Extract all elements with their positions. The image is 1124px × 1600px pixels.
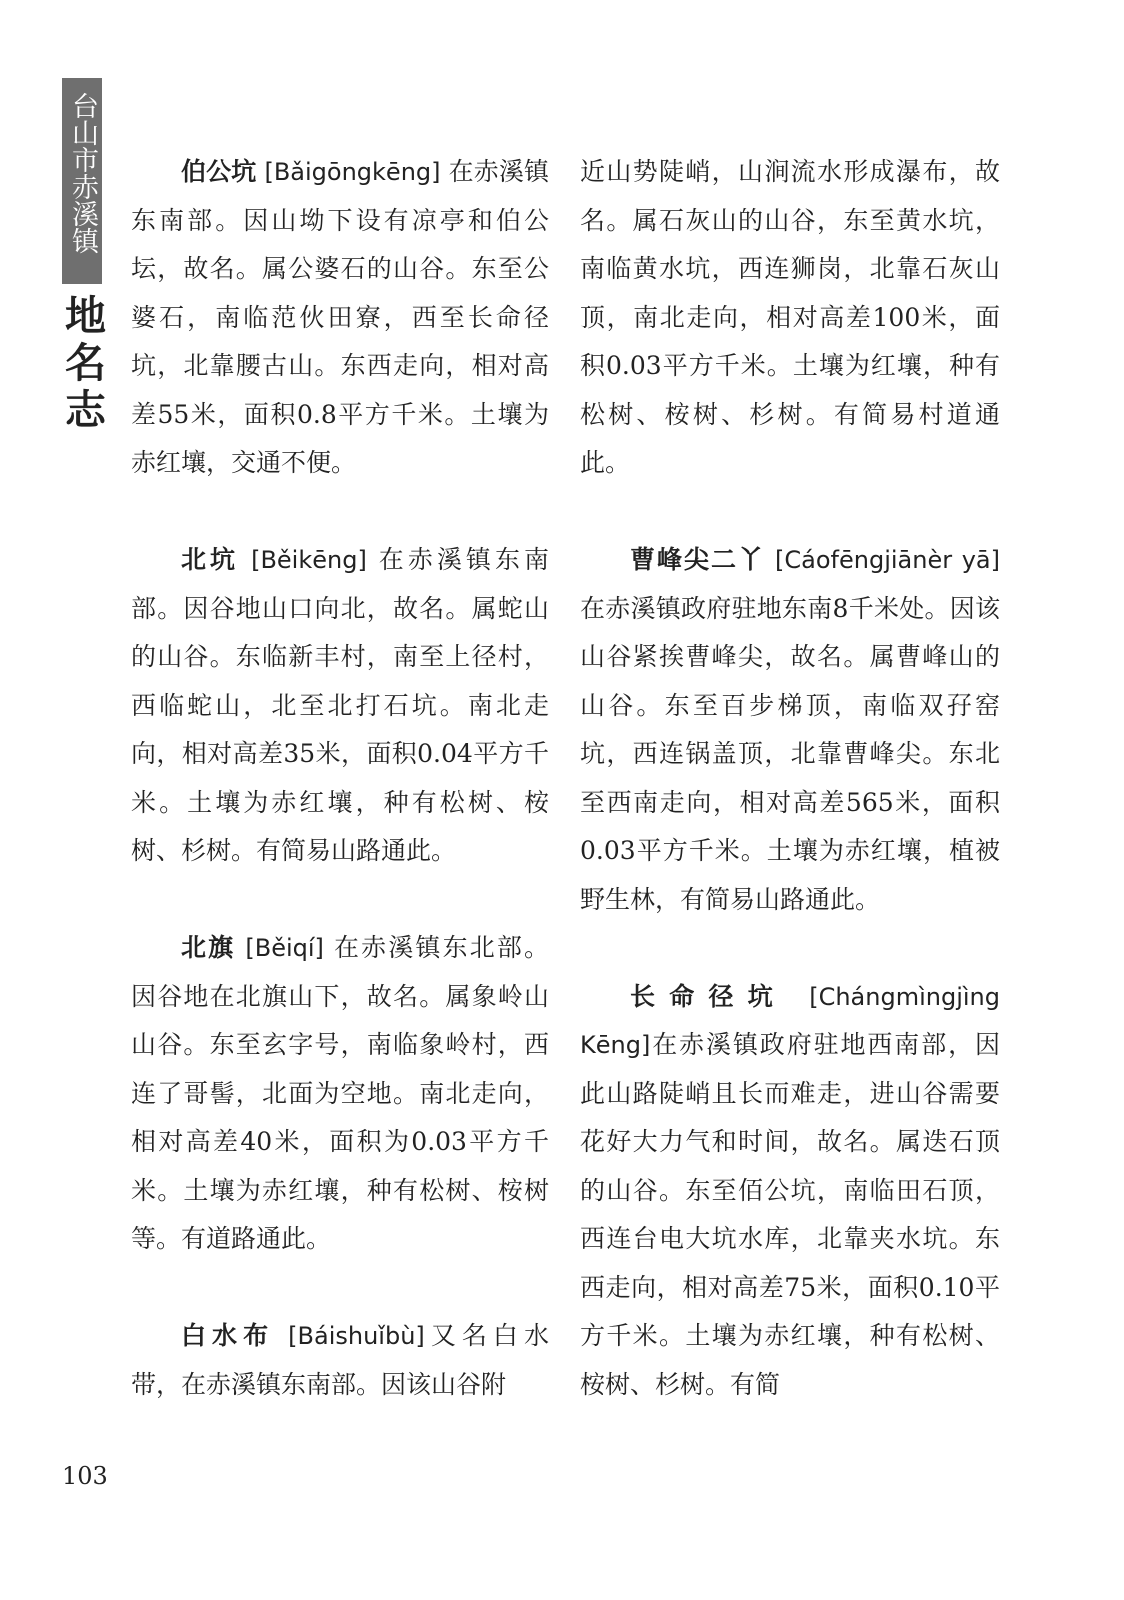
entry-body: 又名白水带，在赤溪镇东南部。因该山谷附 bbox=[131, 1321, 549, 1399]
entry-term: 曹峰尖二丫 bbox=[630, 545, 766, 574]
entry-changmingjingkeng bbox=[580, 973, 1000, 1410]
entry-body: 在赤溪镇东北部。因谷地在北旗山下，故名。属象岭山山谷。东至玄字号，南临象岭村，西连了哥髻，北面为空地。南北走向，相对高差40米，面积为0.03平方千米。土壤为赤红壤，种有松树、桉树等。有道路通此。 bbox=[131, 933, 549, 1253]
entry-body: 在赤溪镇政府驻地东南8千米处。因该山谷紧挨曹峰尖，故名。属曹峰山的山谷。东至百步梯顶，南临双孖窑坑，西连锅盖顶，北靠曹峰尖。东北至西南走向，相对高差565米，面积0.03平方千米。土壤为赤红壤，植被野生林，有简易山路通此。 bbox=[580, 593, 1000, 914]
entry-body: 在赤溪镇政府驻地西南部，因此山路陡峭且长而难走，进山谷需要花好大力气和时间，故名。属迭石顶的山谷。东至佰公坑，南临田石顶，西连台电大坑水库，北靠夹水坑。东西走向，相对高差75米，面积0.10平方千米。土壤为赤红壤，种有松树、桉树、杉树。有简 bbox=[580, 1030, 1000, 1399]
entry-caofengjian-erya bbox=[580, 536, 1000, 924]
left-column bbox=[131, 148, 549, 1409]
right-column bbox=[580, 148, 1000, 1409]
side-title: 地名志 bbox=[58, 294, 106, 435]
entry-term: 北坑 bbox=[181, 545, 240, 574]
entry-pinyin: [Chángmìngjìng Kēng] bbox=[580, 982, 1000, 1059]
side-tab-text: 台山市赤溪镇 bbox=[67, 92, 98, 254]
side-tab bbox=[62, 78, 102, 284]
entry-body: 在赤溪镇东南部。因谷地山口向北，故名。属蛇山的山谷。东临新丰村，南至上径村，西临蛇山，北至北打石坑。南北走向，相对高差35米，面积0.04平方千米。土壤为赤红壤，种有松树、桉树、杉树。有简易山路通此。 bbox=[131, 545, 549, 865]
entry-body: 近山势陡峭，山涧流水形成瀑布，故名。属石灰山的山谷，东至黄水坑，南临黄水坑，西连狮岗，北靠石灰山顶，南北走向，相对高差100米，面积0.03平方千米。土壤为红壤，种有松树、桉树、杉树。有简易村道通此。 bbox=[580, 157, 1000, 477]
entry-term: 白水布 bbox=[181, 1321, 275, 1350]
entry-term: 北旗 bbox=[181, 933, 236, 962]
entry-pinyin: [Běikēng] bbox=[251, 546, 367, 574]
entry-baishuibu bbox=[131, 1312, 549, 1409]
entry-pinyin: [Báishuǐbù] bbox=[288, 1322, 425, 1350]
entry-pinyin: [Běiqí] bbox=[245, 934, 324, 962]
entry-pinyin: [Bǎigōngkēng] bbox=[264, 158, 441, 186]
entry-body: 在赤溪镇东南部。因山坳下设有凉亭和伯公坛，故名。属公婆石的山谷。东至公婆石，南临范伙田寮，西至长命径坑，北靠腰古山。东西走向，相对高差55米，面积0.8平方千米。土壤为赤红壤，交通不便。 bbox=[131, 157, 549, 477]
entry-beikeng bbox=[131, 536, 549, 876]
entry-baishuibu-continued bbox=[580, 148, 1000, 488]
entry-pinyin: [Cáofēngjiānèr yā] bbox=[775, 546, 1000, 574]
entry-baigongkeng bbox=[131, 148, 549, 488]
entry-term: 长命径坑 bbox=[630, 981, 788, 1011]
entry-beiqi bbox=[131, 924, 549, 1264]
page-number: 103 bbox=[62, 1462, 108, 1490]
entry-term: 伯公坑 bbox=[181, 157, 257, 186]
